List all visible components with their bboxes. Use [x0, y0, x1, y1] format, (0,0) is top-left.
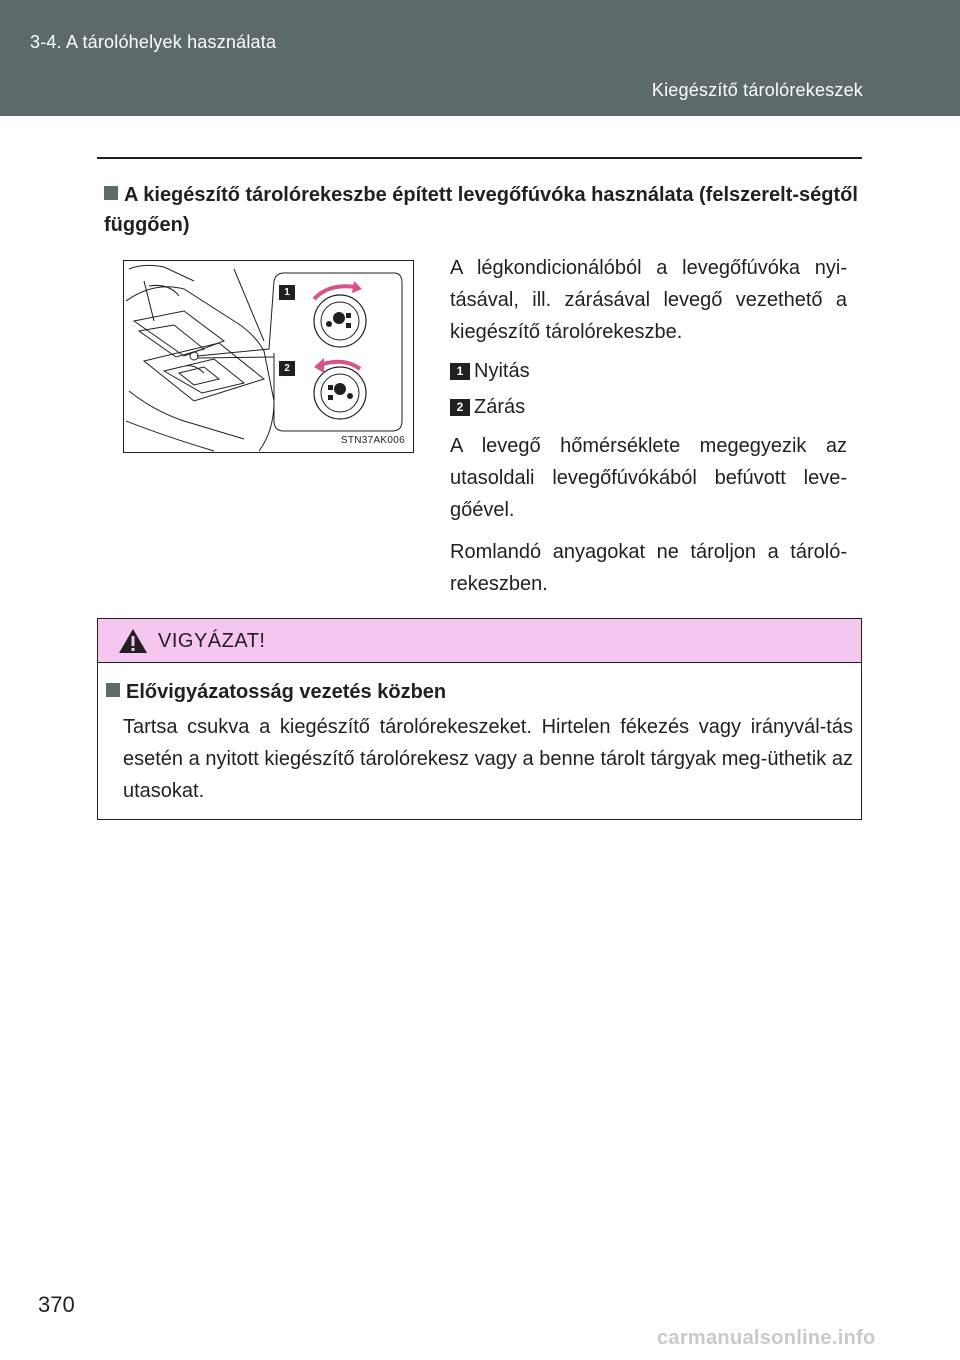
knob-close-icon	[314, 358, 366, 419]
figure-label-2: 2	[279, 361, 295, 376]
figure-caption: STN37AK006	[340, 435, 405, 446]
square-bullet-icon	[106, 683, 120, 697]
item-number: 1	[450, 363, 470, 380]
figure-label-1: 1	[279, 285, 295, 300]
watermark-text: carmanualsonline.info	[657, 1327, 876, 1349]
item-label: Nyitás	[474, 360, 530, 382]
caution-title: VIGYÁZAT!	[158, 630, 266, 652]
section-heading-text: A kiegészítő tárolórekeszbe épített levegőfúvóka használata (felszerelt-ségtől függően)	[104, 184, 858, 236]
item-number: 2	[450, 399, 470, 416]
warning-triangle-icon	[117, 627, 149, 655]
header-rule	[97, 157, 862, 159]
item-label: Zárás	[474, 396, 526, 418]
dashboard-drawing	[124, 261, 415, 454]
paragraph-perishables: Romlandó anyagokat ne tároljon a tároló-rekeszben.	[450, 541, 847, 595]
list-item	[450, 394, 847, 420]
section-heading	[104, 180, 862, 240]
caution-subheading	[106, 681, 446, 704]
knob-open-icon	[314, 281, 366, 347]
page-header	[0, 0, 960, 116]
page-number: 370	[38, 1292, 75, 1317]
square-bullet-icon	[104, 186, 118, 200]
caution-header	[98, 619, 861, 663]
paragraph-temperature: A levegő hőmérséklete megegyezik az utasoldali levegőfúvókából befúvott leve-gőével.	[450, 435, 847, 521]
list-item	[450, 358, 847, 384]
paragraph-intro: A légkondicionálóból a levegőfúvóka nyi-tásával, ill. zárásával levegő vezethető a kiegészítő tárolórekeszbe.	[450, 257, 847, 343]
caution-box	[97, 618, 862, 820]
caution-text: Tartsa csukva a kiegészítő tárolórekeszeket. Hirtelen fékezés vagy irányvál-tás esetén a nyitott kiegészítő tárolórekesz vagy a benne tárolt tárgyak meg-üthetik az utasokat.	[123, 716, 853, 802]
section-title: 3-4. A tárolóhelyek használata	[30, 32, 277, 52]
side-text	[450, 252, 847, 610]
air-outlet-illustration	[123, 260, 414, 453]
subsection-title: Kiegészítő tárolórekeszek	[651, 80, 863, 100]
caution-subheading-text: Elővigyázatosság vezetés közben	[126, 681, 447, 703]
